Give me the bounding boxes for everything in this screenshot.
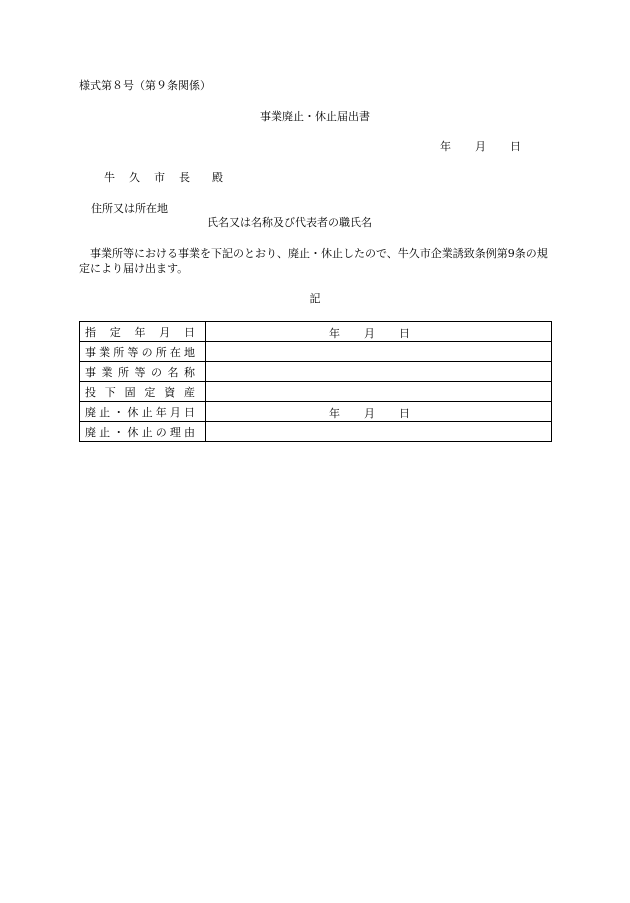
- body-text: 事業所等における事業を下記のとおり、廃止・休止したので、牛久市企業誘致条例第9条の規定により届け出ます。: [79, 247, 548, 275]
- table-row: [80, 322, 552, 342]
- table-row: [80, 342, 552, 362]
- date-day-label: 日: [399, 407, 410, 420]
- row-label-char: の: [151, 365, 162, 379]
- row-label-char: 休: [127, 425, 139, 439]
- addressee-char: 牛: [104, 171, 115, 184]
- row-label-char: 名: [167, 365, 179, 379]
- addressee-honorific: 殿: [212, 171, 223, 184]
- row-label-char: 産: [183, 385, 195, 399]
- row-label-text: [85, 324, 195, 340]
- date-month-label: 月: [364, 327, 375, 340]
- table-row: [80, 362, 552, 382]
- row-label-char: 業: [101, 365, 113, 379]
- row-label-char: 止: [99, 405, 111, 419]
- row-value-field[interactable]: [206, 322, 552, 342]
- row-label-char: 所: [113, 345, 125, 359]
- form-number: 様式第８号（第９条関係）: [79, 79, 211, 92]
- row-label: [80, 342, 206, 362]
- row-label-char: 年: [155, 405, 167, 419]
- row-label-text: [85, 424, 195, 440]
- date-year-label: 年: [329, 327, 340, 340]
- row-label-char: の: [155, 425, 167, 439]
- row-label-char: 定: [144, 385, 156, 399]
- row-date-placeholder: [329, 325, 410, 341]
- table-row: [80, 382, 552, 402]
- row-label: [80, 362, 206, 382]
- row-label-text: [85, 344, 195, 360]
- addressee-char: 長: [179, 171, 190, 184]
- details-table: [79, 321, 552, 442]
- row-label-char: 廃: [85, 405, 96, 419]
- date-year-label: 年: [440, 140, 451, 153]
- row-label-text: [85, 384, 195, 400]
- row-value-field[interactable]: [206, 422, 552, 442]
- row-label-char: 月: [159, 325, 171, 339]
- row-label-text: [85, 404, 195, 420]
- row-label-char: 下: [104, 385, 116, 399]
- ki-heading: 記: [309, 292, 321, 305]
- row-label-char: 在: [169, 345, 181, 359]
- row-label-char: 日: [184, 325, 195, 339]
- row-label-char: 定: [109, 325, 121, 339]
- row-value-field[interactable]: [206, 382, 552, 402]
- row-label-char: 月: [169, 405, 181, 419]
- row-label-char: 固: [124, 385, 136, 399]
- name-label: 氏名又は名称及び代表者の職氏名: [207, 216, 372, 229]
- submission-date: [440, 140, 521, 154]
- row-label-char: 止: [99, 425, 111, 439]
- document-title: 事業廃止・休止届出書: [260, 110, 370, 123]
- row-label-char: 等: [127, 345, 139, 359]
- row-label-char: ・: [113, 405, 125, 419]
- row-label-char: 廃: [85, 425, 96, 439]
- row-label-char: 資: [164, 385, 176, 399]
- address-label: 住所又は所在地: [91, 202, 168, 215]
- row-label-char: 日: [183, 405, 195, 419]
- row-value-field[interactable]: [206, 362, 552, 382]
- row-label-char: 業: [99, 345, 111, 359]
- row-label-char: 事: [85, 345, 96, 359]
- row-label-char: 事: [85, 365, 96, 379]
- row-label: [80, 322, 206, 342]
- row-label-char: 止: [141, 405, 153, 419]
- row-label-char: 地: [183, 345, 195, 359]
- row-date-placeholder: [329, 405, 410, 421]
- row-label: [80, 422, 206, 442]
- date-month-label: 月: [475, 140, 486, 153]
- row-value-field[interactable]: [206, 342, 552, 362]
- row-label-char: 休: [127, 405, 139, 419]
- addressee: [104, 171, 223, 185]
- date-day-label: 日: [510, 140, 521, 153]
- row-label-char: 投: [85, 385, 96, 399]
- table-row: [80, 402, 552, 422]
- row-label-char: 由: [183, 425, 195, 439]
- row-label-char: 年: [134, 325, 146, 339]
- row-label-char: 止: [141, 425, 153, 439]
- row-label-char: ・: [113, 425, 125, 439]
- row-label-char: 所: [118, 365, 129, 379]
- row-label-char: 所: [155, 345, 167, 359]
- date-month-label: 月: [364, 407, 375, 420]
- row-label-char: 等: [134, 365, 146, 379]
- row-value-field[interactable]: [206, 402, 552, 422]
- row-label-char: 指: [85, 325, 96, 339]
- row-label-char: 称: [184, 365, 195, 379]
- table-row: [80, 422, 552, 442]
- row-label-text: [85, 364, 195, 380]
- addressee-char: 市: [154, 171, 165, 184]
- date-year-label: 年: [329, 407, 340, 420]
- date-day-label: 日: [399, 327, 410, 340]
- addressee-char: 久: [129, 171, 140, 184]
- row-label-char: の: [141, 345, 153, 359]
- row-label-char: 理: [169, 425, 181, 439]
- row-label: [80, 382, 206, 402]
- row-label: [80, 402, 206, 422]
